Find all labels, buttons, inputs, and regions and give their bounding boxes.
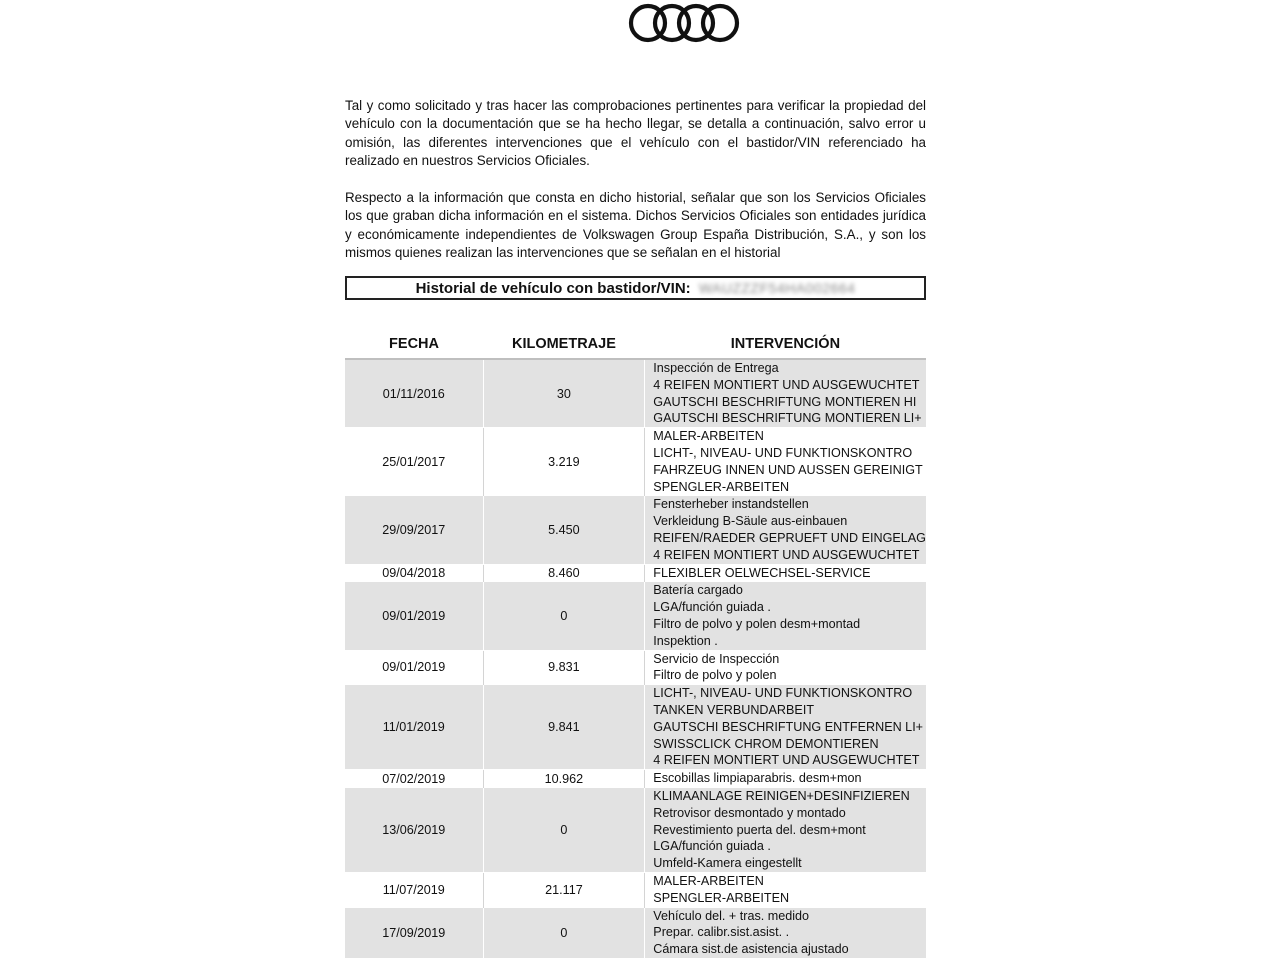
cell-kilometraje: 0 — [483, 787, 645, 872]
intervencion-line: Batería cargado — [653, 583, 743, 598]
intervencion-line: KLIMAANLAGE REINIGEN+DESINFIZIEREN — [653, 788, 910, 803]
intervencion-line: LICHT-, NIVEAU- UND FUNKTIONSKONTRO — [653, 445, 913, 460]
intervencion-line: FAHRZEUG INNEN UND AUSSEN GEREINIGT — [653, 462, 923, 477]
intervencion-line: SPENGLER-ARBEITEN — [653, 479, 790, 494]
vehicle-history-table — [345, 330, 926, 958]
cell-fecha: 25/01/2017 — [345, 428, 483, 496]
intervencion-line: Filtro de polvo y polen — [653, 668, 777, 683]
table-row — [345, 359, 926, 428]
intervencion-line: Servicio de Inspección — [653, 651, 780, 666]
intervencion-line: REIFEN/RAEDER GEPRUEFT UND EINGELAG — [653, 530, 926, 545]
cell-intervencion — [645, 359, 926, 428]
cell-kilometraje: 3.219 — [483, 428, 645, 496]
intervencion-line: Retrovisor desmontado y montado — [653, 805, 846, 820]
cell-fecha: 11/01/2019 — [345, 685, 483, 770]
intervencion-line: GAUTSCHI BESCHRIFTUNG ENTFERNEN LI+ — [653, 719, 924, 734]
intervencion-line: SWISSCLICK CHROM DEMONTIEREN — [653, 736, 879, 751]
cell-fecha: 09/04/2018 — [345, 564, 483, 582]
cell-fecha: 13/06/2019 — [345, 787, 483, 872]
intervencion-line: MALER-ARBEITEN — [653, 873, 764, 888]
table-row — [345, 428, 926, 496]
audi-rings-logo — [627, 2, 741, 44]
intervencion-line: TANKEN VERBUNDARBEIT — [653, 702, 815, 717]
table-row — [345, 582, 926, 650]
cell-fecha: 01/11/2016 — [345, 359, 483, 428]
table-row — [345, 496, 926, 564]
intervencion-line: Cámara sist.de asistencia ajustado — [653, 942, 849, 957]
intervencion-line: 4 REIFEN MONTIERT UND AUSGEWUCHTET — [653, 753, 920, 768]
intervencion-line: GAUTSCHI BESCHRIFTUNG MONTIEREN LI+ — [653, 411, 922, 426]
intervencion-line: Umfeld-Kamera eingestellt — [653, 856, 802, 871]
cell-kilometraje: 9.841 — [483, 685, 645, 770]
intervencion-line: FLEXIBLER OELWECHSEL-SERVICE — [653, 565, 871, 580]
cell-kilometraje: 5.450 — [483, 496, 645, 564]
cell-intervencion — [645, 496, 926, 564]
table-row — [345, 872, 926, 907]
cell-fecha: 11/07/2019 — [345, 872, 483, 907]
cell-fecha: 29/09/2017 — [345, 496, 483, 564]
table-row — [345, 685, 926, 770]
intervencion-line: GAUTSCHI BESCHRIFTUNG MONTIEREN HI — [653, 394, 917, 409]
intervencion-line: Escobillas limpiaparabris. desm+mon — [653, 771, 862, 786]
table-row — [345, 650, 926, 685]
table-row — [345, 907, 926, 958]
table-row — [345, 787, 926, 872]
cell-fecha: 07/02/2019 — [345, 770, 483, 788]
cell-intervencion — [645, 685, 926, 770]
cell-intervencion — [645, 564, 926, 582]
intervencion-line: Fensterheber instandstellen — [653, 497, 809, 512]
cell-kilometraje: 0 — [483, 907, 645, 958]
intervencion-line: Revestimiento puerta del. desm+mont — [653, 822, 866, 837]
header-kilometraje: KILOMETRAJE — [483, 330, 645, 359]
redacted-vin: WAUZZZF54HA002664 — [698, 280, 856, 296]
table-header-row — [345, 330, 926, 359]
intervencion-line: Verkleidung B-Säule aus-einbauen — [653, 514, 848, 529]
vin-history-header — [345, 276, 926, 300]
cell-fecha: 09/01/2019 — [345, 650, 483, 685]
cell-kilometraje: 30 — [483, 359, 645, 428]
cell-intervencion — [645, 650, 926, 685]
intervencion-line: LGA/función guiada . — [653, 600, 771, 615]
cell-intervencion — [645, 770, 926, 788]
intervencion-line: LGA/función guiada . — [653, 839, 771, 854]
cell-kilometraje: 0 — [483, 582, 645, 650]
cell-intervencion — [645, 428, 926, 496]
intervencion-line: LICHT-, NIVEAU- UND FUNKTIONSKONTRO — [653, 686, 913, 701]
cell-intervencion — [645, 582, 926, 650]
cell-fecha: 17/09/2019 — [345, 907, 483, 958]
intervencion-line: MALER-ARBEITEN — [653, 429, 764, 444]
vin-history-label: Historial de vehículo con bastidor/VIN: — [415, 280, 691, 297]
cell-kilometraje: 10.962 — [483, 770, 645, 788]
cell-kilometraje: 8.460 — [483, 564, 645, 582]
intro-paragraph: Tal y como solicitado y tras hacer las comprobaciones pertinentes para verificar la propiedad del vehículo con la documentación que se ha hecho llegar, se detalla a continuación, salvo error u omisión, las diferentes intervenciones que el vehículo con el bastidor/VIN referenciado ha realizado en nuestros Servicios Oficiales. — [345, 98, 926, 169]
cell-fecha: 09/01/2019 — [345, 582, 483, 650]
intervencion-line: Vehículo del. + tras. medido — [653, 908, 810, 923]
intervencion-line: Inspección de Entrega — [653, 361, 779, 375]
cell-kilometraje: 9.831 — [483, 650, 645, 685]
intervencion-line: Filtro de polvo y polen desm+montad — [653, 616, 861, 631]
cell-intervencion — [645, 872, 926, 907]
intervencion-line: 4 REIFEN MONTIERT UND AUSGEWUCHTET — [653, 377, 920, 392]
header-fecha: FECHA — [345, 330, 483, 359]
header-intervencion: INTERVENCIÓN — [645, 330, 926, 359]
intervencion-line: Inspektion . — [653, 633, 718, 648]
cell-kilometraje: 21.117 — [483, 872, 645, 907]
table-row — [345, 564, 926, 582]
intervencion-line: SPENGLER-ARBEITEN — [653, 890, 790, 905]
cell-intervencion — [645, 907, 926, 958]
cell-intervencion — [645, 787, 926, 872]
disclaimer-paragraph: Respecto a la información que consta en dicho historial, señalar que son los Servicios Oficiales los que graban dicha información en el sistema. Dichos Servicios Oficiales son entidades jurídica y económicamente independientes de Volkswagen Group España Distribución, S.A., y son los mismos quienes realizan las intervenciones que se señalan en el historial — [345, 190, 926, 261]
intervencion-line: 4 REIFEN MONTIERT UND AUSGEWUCHTET — [653, 547, 920, 562]
intervencion-line: Prepar. calibr.sist.asist. . — [653, 925, 790, 940]
table-row — [345, 770, 926, 788]
